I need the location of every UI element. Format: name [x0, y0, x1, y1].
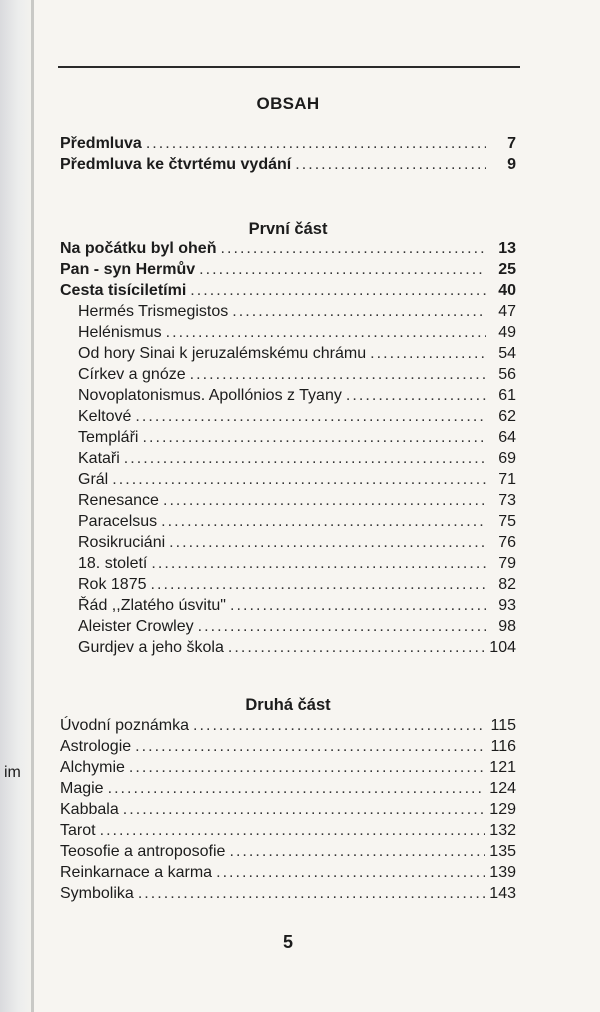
entry-page: 73 [498, 492, 516, 509]
margin-note: im [4, 764, 21, 781]
toc-subentry[interactable] [60, 597, 516, 618]
entry-page: 49 [498, 324, 516, 341]
entry-page: 7 [507, 135, 516, 152]
toc-subentry[interactable] [60, 534, 516, 555]
dot-leader [370, 345, 486, 363]
dot-leader [124, 450, 486, 468]
dot-leader [166, 324, 486, 342]
entry-label: Helénismus [78, 324, 162, 341]
entry-label: Paracelsus [78, 513, 158, 530]
entry-page: 135 [489, 843, 516, 860]
toc-subentry[interactable] [60, 513, 516, 534]
dot-leader [199, 261, 486, 279]
entry-label: Předmluva ke čtvrtému vydání [60, 156, 292, 173]
toc-subentry[interactable] [60, 492, 516, 513]
entry-label: 18. století [78, 555, 148, 572]
toc-entry[interactable] [60, 801, 516, 822]
entry-page: 61 [498, 387, 516, 404]
dot-leader [161, 513, 486, 531]
entry-page: 116 [490, 738, 516, 755]
entry-page: 69 [498, 450, 516, 467]
toc-subentry[interactable] [60, 324, 516, 345]
toc-entry[interactable] [60, 843, 516, 864]
entry-page: 47 [498, 303, 516, 320]
entry-page: 71 [498, 471, 516, 488]
toc-subentry[interactable] [60, 555, 516, 576]
entry-page: 115 [490, 717, 516, 734]
dot-leader [190, 366, 486, 384]
toc-entry[interactable] [60, 780, 516, 801]
toc-entry[interactable] [60, 717, 516, 738]
dot-leader [228, 639, 485, 657]
entry-label: Aleister Crowley [78, 618, 194, 635]
toc-entry[interactable] [60, 261, 516, 282]
entry-label: Astrologie [60, 738, 132, 755]
page-title: OBSAH [256, 94, 320, 113]
section-heading-part1: První část [248, 220, 328, 238]
toc-entry[interactable] [60, 885, 516, 906]
dot-leader [100, 822, 486, 840]
entry-label: Grál [78, 471, 109, 488]
dot-leader [346, 387, 486, 405]
dot-leader [216, 864, 485, 882]
entry-page: 82 [498, 576, 516, 593]
dot-leader [198, 618, 486, 636]
binding-edge [0, 0, 34, 1012]
dot-leader [112, 471, 486, 489]
toc-entry[interactable] [60, 282, 516, 303]
entry-page: 25 [498, 261, 516, 278]
entry-page: 143 [489, 885, 516, 902]
dot-leader [295, 156, 486, 174]
toc-subentry[interactable] [60, 303, 516, 324]
dot-leader [135, 408, 486, 426]
entry-label: Předmluva [60, 135, 142, 152]
entry-label: Alchymie [60, 759, 125, 776]
entry-label: Teosofie a antroposofie [60, 843, 226, 860]
entry-page: 13 [498, 240, 516, 257]
dot-leader [138, 885, 485, 903]
toc-entry[interactable] [60, 738, 516, 759]
entry-label: Novoplatonismus. Apollónios z Tyany [78, 387, 342, 404]
toc-subentry[interactable] [60, 639, 516, 660]
entry-label: Tarot [60, 822, 96, 839]
entry-label: Pan - syn Hermův [60, 261, 196, 278]
toc-subentry[interactable] [60, 618, 516, 639]
entry-page: 9 [507, 156, 516, 173]
entry-label: Keltové [78, 408, 132, 425]
entry-label: Symbolika [60, 885, 134, 902]
entry-label: Kabbala [60, 801, 119, 818]
toc-entry[interactable] [60, 822, 516, 843]
toc-subentry[interactable] [60, 408, 516, 429]
entry-label: Rok 1875 [78, 576, 147, 593]
toc-subentry[interactable] [60, 345, 516, 366]
toc-entry[interactable] [60, 240, 516, 261]
dot-leader [169, 534, 486, 552]
entry-page: 129 [489, 801, 516, 818]
entry-label: Kataři [78, 450, 120, 467]
toc-subentry[interactable] [60, 429, 516, 450]
entry-label: Gurdjev a jeho škola [78, 639, 224, 656]
entry-page: 40 [498, 282, 516, 299]
entry-page: 104 [489, 639, 516, 656]
entry-label: Úvodní poznámka [60, 717, 189, 734]
dot-leader [220, 240, 486, 258]
toc-subentry[interactable] [60, 366, 516, 387]
toc-subentry[interactable] [60, 471, 516, 492]
entry-page: 121 [489, 759, 516, 776]
entry-label: Rosikruciáni [78, 534, 166, 551]
entry-label: Hermés Trismegistos [78, 303, 229, 320]
dot-leader [123, 801, 486, 819]
dot-leader [129, 759, 485, 777]
entry-page: 132 [489, 822, 516, 839]
toc-subentry[interactable] [60, 450, 516, 471]
toc-subentry[interactable] [60, 576, 516, 597]
entry-page: 98 [498, 618, 516, 635]
header-rule [58, 66, 520, 68]
entry-label: Řád ,,Zlatého úsvitu" [78, 597, 226, 614]
entry-page: 54 [498, 345, 516, 362]
entry-page: 64 [498, 429, 516, 446]
entry-page: 76 [498, 534, 516, 551]
entry-label: Na počátku byl oheň [60, 240, 217, 257]
dot-leader [193, 717, 486, 735]
toc-entry-preface-4th[interactable] [60, 156, 516, 177]
entry-label: Renesance [78, 492, 159, 509]
page-number: 5 [282, 932, 293, 952]
toc-entry-preface[interactable] [60, 135, 516, 156]
entry-page: 124 [489, 780, 516, 797]
entry-page: 75 [498, 513, 516, 530]
dot-leader [151, 555, 486, 573]
entry-label: Cesta tisíciletími [60, 282, 187, 299]
entry-page: 62 [498, 408, 516, 425]
entry-label: Templáři [78, 429, 139, 446]
section-heading-part2: Druhá část [245, 696, 331, 714]
toc-subentry[interactable] [60, 387, 516, 408]
entry-page: 56 [498, 366, 516, 383]
dot-leader [190, 282, 486, 300]
toc-entry[interactable] [60, 759, 516, 780]
dot-leader [142, 429, 486, 447]
dot-leader [232, 303, 486, 321]
entry-page: 93 [498, 597, 516, 614]
entry-label: Církev a gnóze [78, 366, 186, 383]
dot-leader [108, 780, 486, 798]
dot-leader [135, 738, 486, 756]
entry-label: Od hory Sinai k jeruzalémskému chrámu [78, 345, 367, 362]
entry-page: 139 [489, 864, 516, 881]
dot-leader [230, 597, 486, 615]
dot-leader [146, 135, 486, 153]
entry-label: Reinkarnace a karma [60, 864, 213, 881]
dot-leader [151, 576, 487, 594]
entry-label: Magie [60, 780, 104, 797]
toc-entry[interactable] [60, 864, 516, 885]
dot-leader [163, 492, 486, 510]
dot-leader [229, 843, 485, 861]
entry-page: 79 [498, 555, 516, 572]
